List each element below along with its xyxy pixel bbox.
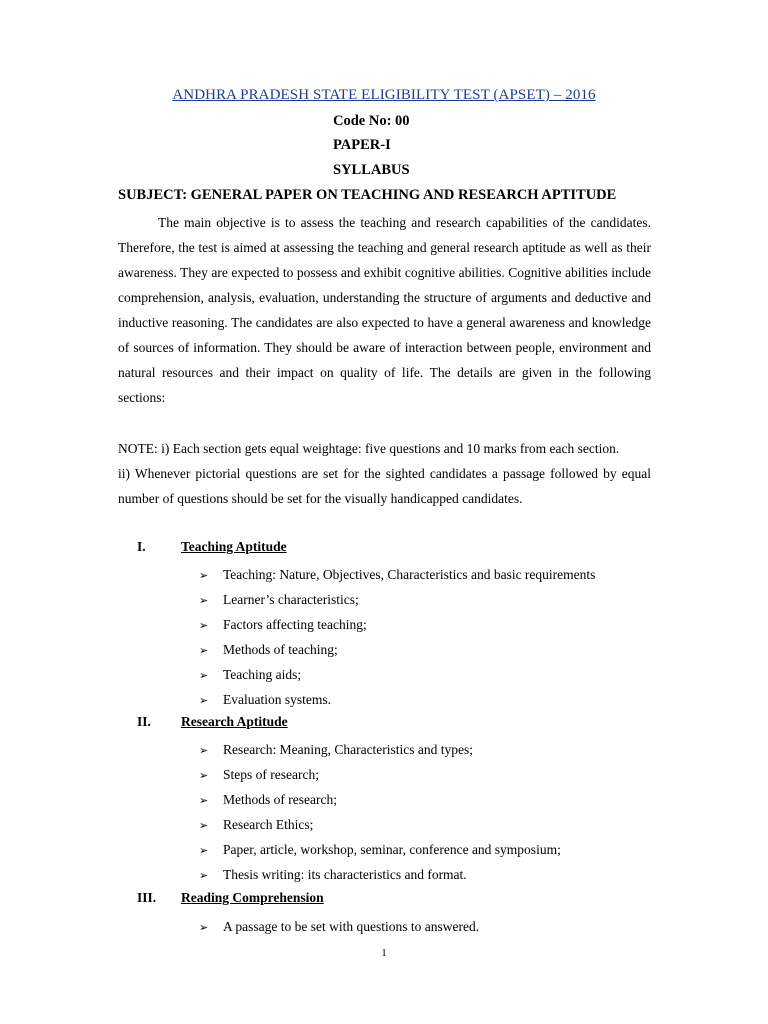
list-item: ➢ A passage to be set with questions to answered. xyxy=(199,914,479,939)
reading-comprehension-list xyxy=(199,914,479,939)
section-heading: Reading Comprehension xyxy=(181,890,324,905)
note-block xyxy=(118,436,651,511)
list-item: ➢ Methods of research; xyxy=(199,787,561,812)
syllabus-label: SYLLABUS xyxy=(333,162,410,178)
section-research-aptitude xyxy=(137,714,288,734)
arrow-bullet-icon: ➢ xyxy=(199,594,209,607)
list-item: ➢ Factors affecting teaching; xyxy=(199,612,595,637)
section-heading: Teaching Aptitude xyxy=(181,539,287,554)
subject-heading: SUBJECT: GENERAL PAPER ON TEACHING AND RESEARCH APTITUDE xyxy=(118,187,617,203)
arrow-bullet-icon: ➢ xyxy=(199,869,209,882)
research-aptitude-list xyxy=(199,737,561,887)
section-teaching-aptitude xyxy=(137,539,287,559)
list-item: ➢ Thesis writing: its characteristics and format. xyxy=(199,862,561,887)
list-item: ➢ Steps of research; xyxy=(199,762,561,787)
note-line-2: ii) Whenever pictorial questions are set for the sighted candidates a passage followed by equal number of questions should be set for the visually handicapped candidates. xyxy=(118,466,651,506)
section-numeral: III. xyxy=(137,890,157,905)
arrow-bullet-icon: ➢ xyxy=(199,744,209,757)
arrow-bullet-icon: ➢ xyxy=(199,794,209,807)
teaching-aptitude-list xyxy=(199,562,595,712)
arrow-bullet-icon: ➢ xyxy=(199,644,209,657)
list-item: ➢ Teaching: Nature, Objectives, Characteristics and basic requirements xyxy=(199,562,595,587)
list-item: ➢ Methods of teaching; xyxy=(199,637,595,662)
list-item: ➢ Paper, article, workshop, seminar, conference and symposium; xyxy=(199,837,561,862)
arrow-bullet-icon: ➢ xyxy=(199,819,209,832)
arrow-bullet-icon: ➢ xyxy=(199,694,209,707)
section-reading-comprehension xyxy=(137,890,324,910)
list-item: ➢ Research Ethics; xyxy=(199,812,561,837)
list-item: ➢ Learner’s characteristics; xyxy=(199,587,595,612)
arrow-bullet-icon: ➢ xyxy=(199,921,209,934)
document-title: ANDHRA PRADESH STATE ELIGIBILITY TEST (APSET) – 2016 xyxy=(172,87,596,103)
section-heading: Research Aptitude xyxy=(181,714,288,729)
arrow-bullet-icon: ➢ xyxy=(199,769,209,782)
page-number: 1 xyxy=(381,947,387,959)
list-item: ➢ Research: Meaning, Characteristics and types; xyxy=(199,737,561,762)
list-item: ➢ Evaluation systems. xyxy=(199,687,595,712)
arrow-bullet-icon: ➢ xyxy=(199,844,209,857)
list-item: ➢ Teaching aids; xyxy=(199,662,595,687)
arrow-bullet-icon: ➢ xyxy=(199,619,209,632)
arrow-bullet-icon: ➢ xyxy=(199,569,209,582)
note-line-1: NOTE: i) Each section gets equal weightage: five questions and 10 marks from each section. xyxy=(118,441,620,456)
intro-paragraph: The main objective is to assess the teaching and research capabilities of the candidates. Therefore, the test is aimed at assessing the teaching and general research aptitude as well as their awareness. They are expected to possess and exhibit cognitive abilities. Cognitive abilities include comprehension, analysis, evaluation, understanding the structure of arguments and deductive and inductive reasoning. The candidates are also expected to have a general awareness and knowledge of sources of information. They should be aware of interaction between people, environment and natural resources and their impact on quality of life. The details are given in the following sections: xyxy=(118,215,651,405)
section-numeral: II. xyxy=(137,714,151,729)
section-numeral: I. xyxy=(137,539,146,554)
code-number: Code No: 00 xyxy=(333,113,410,129)
paper-label: PAPER-I xyxy=(333,137,391,153)
arrow-bullet-icon: ➢ xyxy=(199,669,209,682)
